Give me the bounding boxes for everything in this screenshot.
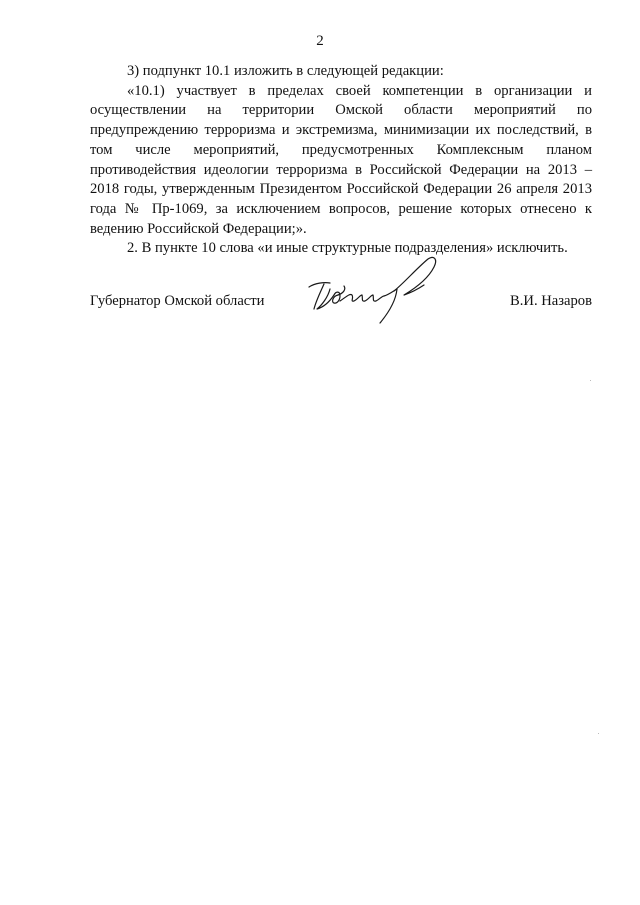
handwritten-signature-icon — [300, 249, 445, 329]
page-number: 2 — [316, 33, 324, 49]
paragraph-point-2: 2. В пункте 10 слова «и иные структурные подразделения» исключить. — [127, 240, 568, 257]
signer-title: Губернатор Омской области — [90, 293, 265, 309]
paragraph-subpoint-text: «10.1) участвует в пределах своей компетенции в организации и осуществлении на территории Омской области мероприятий по предупреждению терроризма и экстремизма, минимизации их последствий, в том числе мероприятий, предусмотренных Комплексным планом противодействия идеологии терроризма в Российской Федерации на 2013 – 2018 годы, утвержденным Президентом Российской Федерации 26 апреля 2013 года № Пр-1069, за исключением вопросов, решение которых отнесено к ведению Российской Федерации;». — [90, 82, 592, 237]
document-body — [90, 62, 592, 259]
scan-speck — [590, 380, 591, 381]
paragraph-subpoint-heading: 3) подпункт 10.1 изложить в следующей редакции: — [127, 63, 444, 79]
signer-name: В.И. Назаров — [510, 293, 592, 309]
scan-speck — [598, 733, 599, 734]
